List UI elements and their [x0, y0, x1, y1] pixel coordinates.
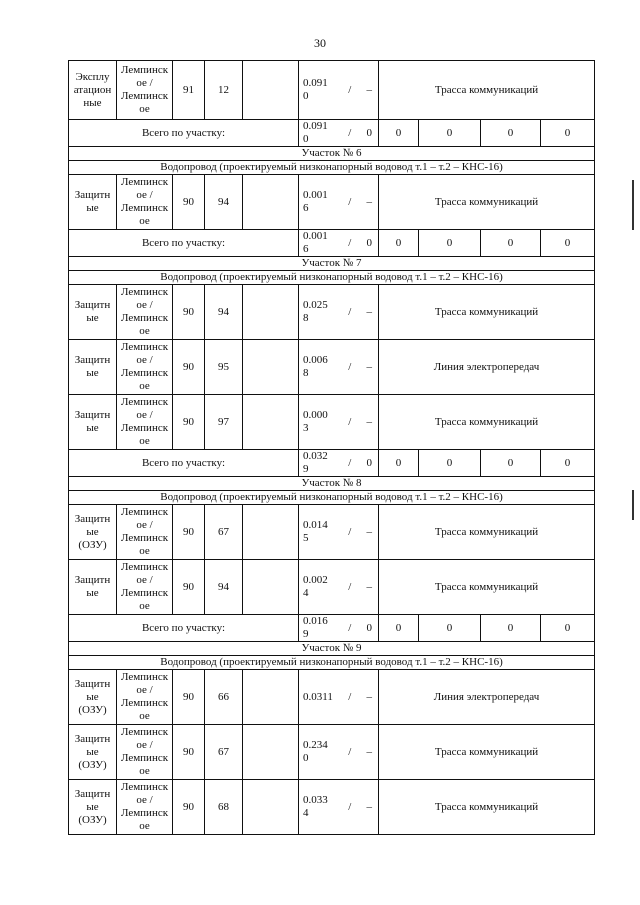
area-cell	[301, 794, 376, 820]
area-td	[299, 450, 379, 477]
municipality-cell: Лемпинск ое / Лемпинск ое	[117, 505, 173, 560]
area-value-2: –	[366, 745, 372, 758]
municipality-cell: Лемпинск ое / Лемпинск ое	[117, 61, 173, 120]
area-td	[299, 395, 379, 450]
area-value: 0.0145	[303, 519, 328, 544]
table-row	[69, 725, 595, 780]
purpose-cell: Трасса коммуникаций	[379, 61, 595, 120]
section-title: Участок № 8	[69, 477, 595, 491]
area-value-2: –	[366, 305, 372, 318]
area-value: 0.0910	[303, 77, 328, 102]
area-value-2: –	[366, 800, 372, 813]
total-row	[69, 120, 595, 147]
section-header-row	[69, 642, 595, 656]
area-value: 0.0068	[303, 354, 328, 379]
area-td	[299, 340, 379, 395]
empty-cell	[243, 340, 299, 395]
margin-mark	[632, 180, 634, 230]
section-title: Участок № 9	[69, 642, 595, 656]
area-separator: /	[348, 236, 352, 249]
empty-cell	[243, 175, 299, 230]
area-value-2: –	[366, 415, 372, 428]
quarter-cell: 90	[173, 395, 205, 450]
municipality-cell: Лемпинск ое / Лемпинск ое	[117, 670, 173, 725]
section-header-row	[69, 147, 595, 161]
municipality-cell: Лемпинск ое / Лемпинск ое	[117, 725, 173, 780]
purpose-cell: Трасса коммуникаций	[379, 175, 595, 230]
total-cell: 0	[419, 120, 481, 147]
land-plot-table	[68, 60, 595, 835]
area-value-2: –	[366, 690, 372, 703]
table-row	[69, 175, 595, 230]
quarter-cell: 90	[173, 175, 205, 230]
purpose-cell: Линия электропередач	[379, 670, 595, 725]
area-value: 0.0258	[303, 299, 328, 324]
category-cell: Защитн ые	[69, 175, 117, 230]
area-td	[299, 175, 379, 230]
empty-cell	[243, 560, 299, 615]
plot-cell: 94	[205, 175, 243, 230]
area-cell	[301, 120, 376, 146]
category-cell: Защитн ые (ОЗУ)	[69, 780, 117, 835]
area-cell	[301, 574, 376, 600]
total-cell: 0	[379, 120, 419, 147]
total-cell: 0	[481, 230, 541, 257]
purpose-cell: Трасса коммуникаций	[379, 725, 595, 780]
quarter-cell: 91	[173, 61, 205, 120]
category-cell: Защитн ые	[69, 285, 117, 340]
plot-cell: 67	[205, 505, 243, 560]
total-label: Всего по участку:	[69, 450, 299, 477]
area-separator: /	[348, 83, 352, 96]
pipeline-row	[69, 491, 595, 505]
area-value: 0.0311	[303, 690, 333, 703]
table-row	[69, 395, 595, 450]
municipality-cell: Лемпинск ое / Лемпинск ое	[117, 560, 173, 615]
area-cell	[301, 409, 376, 435]
pipeline-row	[69, 656, 595, 670]
empty-cell	[243, 725, 299, 780]
area-cell	[301, 354, 376, 380]
area-td	[299, 285, 379, 340]
area-separator: /	[348, 126, 352, 139]
area-value: 0.0016	[303, 230, 328, 255]
total-cell: 0	[419, 230, 481, 257]
area-separator: /	[348, 195, 352, 208]
area-value-2: –	[366, 360, 372, 373]
plot-cell: 97	[205, 395, 243, 450]
municipality-cell: Лемпинск ое / Лемпинск ое	[117, 285, 173, 340]
plot-cell: 12	[205, 61, 243, 120]
category-cell: Защитн ые	[69, 395, 117, 450]
section-title: Участок № 7	[69, 257, 595, 271]
area-value: 0.0024	[303, 574, 328, 599]
pipeline-title: Водопровод (проектируемый низконапорный водовод т.1 – т.2 – КНС-16)	[69, 161, 595, 175]
plot-cell: 67	[205, 725, 243, 780]
table-row	[69, 285, 595, 340]
quarter-cell: 90	[173, 560, 205, 615]
quarter-cell: 90	[173, 340, 205, 395]
area-value-2: 0	[366, 456, 372, 469]
pipeline-title: Водопровод (проектируемый низконапорный водовод т.1 – т.2 – КНС-16)	[69, 491, 595, 505]
municipality-cell: Лемпинск ое / Лемпинск ое	[117, 340, 173, 395]
total-label: Всего по участку:	[69, 615, 299, 642]
plot-cell: 94	[205, 285, 243, 340]
area-separator: /	[348, 456, 352, 469]
total-cell: 0	[481, 120, 541, 147]
total-cell: 0	[541, 615, 595, 642]
area-td	[299, 505, 379, 560]
area-separator: /	[348, 745, 352, 758]
total-row	[69, 230, 595, 257]
purpose-cell: Трасса коммуникаций	[379, 560, 595, 615]
area-td	[299, 120, 379, 147]
margin-mark	[632, 490, 634, 520]
area-separator: /	[348, 580, 352, 593]
pipeline-title: Водопровод (проектируемый низконапорный водовод т.1 – т.2 – КНС-16)	[69, 656, 595, 670]
pipeline-row	[69, 271, 595, 285]
quarter-cell: 90	[173, 725, 205, 780]
quarter-cell: 90	[173, 780, 205, 835]
municipality-cell: Лемпинск ое / Лемпинск ое	[117, 395, 173, 450]
total-cell: 0	[541, 450, 595, 477]
purpose-cell: Трасса коммуникаций	[379, 395, 595, 450]
area-value: 0.0329	[303, 450, 328, 475]
purpose-cell: Трасса коммуникаций	[379, 285, 595, 340]
area-separator: /	[348, 800, 352, 813]
section-header-row	[69, 477, 595, 491]
area-td	[299, 780, 379, 835]
area-value-2: 0	[366, 236, 372, 249]
quarter-cell: 90	[173, 670, 205, 725]
municipality-cell: Лемпинск ое / Лемпинск ое	[117, 175, 173, 230]
area-value-2: 0	[366, 126, 372, 139]
area-cell	[301, 739, 376, 765]
area-td	[299, 560, 379, 615]
area-td	[299, 230, 379, 257]
area-td	[299, 615, 379, 642]
empty-cell	[243, 61, 299, 120]
category-cell: Защитн ые	[69, 560, 117, 615]
area-cell	[301, 615, 376, 641]
empty-cell	[243, 780, 299, 835]
total-cell: 0	[481, 450, 541, 477]
area-separator: /	[348, 690, 352, 703]
table-row	[69, 670, 595, 725]
area-value-2: –	[366, 580, 372, 593]
table-row	[69, 780, 595, 835]
plot-cell: 95	[205, 340, 243, 395]
category-cell: Защитн ые (ОЗУ)	[69, 505, 117, 560]
total-label: Всего по участку:	[69, 120, 299, 147]
category-cell: Эксплу атацион ные	[69, 61, 117, 120]
purpose-cell: Линия электропередач	[379, 340, 595, 395]
area-td	[299, 670, 379, 725]
quarter-cell: 90	[173, 285, 205, 340]
total-cell: 0	[481, 615, 541, 642]
area-cell	[301, 450, 376, 476]
empty-cell	[243, 670, 299, 725]
area-value-2: 0	[366, 621, 372, 634]
section-header-row	[69, 257, 595, 271]
total-label: Всего по участку:	[69, 230, 299, 257]
area-cell	[301, 77, 376, 103]
category-cell: Защитн ые	[69, 340, 117, 395]
total-cell: 0	[379, 230, 419, 257]
table-row	[69, 560, 595, 615]
empty-cell	[243, 505, 299, 560]
category-cell: Защитн ые (ОЗУ)	[69, 670, 117, 725]
plot-cell: 66	[205, 670, 243, 725]
total-cell: 0	[419, 615, 481, 642]
category-cell: Защитн ые (ОЗУ)	[69, 725, 117, 780]
municipality-cell: Лемпинск ое / Лемпинск ое	[117, 780, 173, 835]
total-cell: 0	[379, 450, 419, 477]
area-value: 0.0016	[303, 189, 328, 214]
area-cell	[301, 691, 376, 704]
table-row	[69, 61, 595, 120]
area-value-2: –	[366, 195, 372, 208]
total-cell: 0	[379, 615, 419, 642]
area-value: 0.0910	[303, 120, 328, 145]
area-td	[299, 61, 379, 120]
quarter-cell: 90	[173, 505, 205, 560]
total-cell: 0	[541, 120, 595, 147]
area-value: 0.0169	[303, 615, 328, 640]
area-separator: /	[348, 415, 352, 428]
area-cell	[301, 519, 376, 545]
pipeline-title: Водопровод (проектируемый низконапорный водовод т.1 – т.2 – КНС-16)	[69, 271, 595, 285]
area-td	[299, 725, 379, 780]
area-separator: /	[348, 525, 352, 538]
total-cell: 0	[419, 450, 481, 477]
section-title: Участок № 6	[69, 147, 595, 161]
total-cell: 0	[541, 230, 595, 257]
area-cell	[301, 230, 376, 256]
area-separator: /	[348, 621, 352, 634]
area-value: 0.2340	[303, 739, 328, 764]
area-separator: /	[348, 360, 352, 373]
page-number: 30	[314, 36, 326, 50]
empty-cell	[243, 285, 299, 340]
total-row	[69, 615, 595, 642]
area-value: 0.0334	[303, 794, 328, 819]
area-value-2: –	[366, 525, 372, 538]
pipeline-row	[69, 161, 595, 175]
area-cell	[301, 189, 376, 215]
table-row	[69, 340, 595, 395]
purpose-cell: Трасса коммуникаций	[379, 505, 595, 560]
table-body	[69, 61, 595, 835]
plot-cell: 94	[205, 560, 243, 615]
plot-cell: 68	[205, 780, 243, 835]
area-separator: /	[348, 305, 352, 318]
area-value-2: –	[366, 83, 372, 96]
area-value: 0.0003	[303, 409, 328, 434]
area-cell	[301, 299, 376, 325]
purpose-cell: Трасса коммуникаций	[379, 780, 595, 835]
table-row	[69, 505, 595, 560]
total-row	[69, 450, 595, 477]
empty-cell	[243, 395, 299, 450]
